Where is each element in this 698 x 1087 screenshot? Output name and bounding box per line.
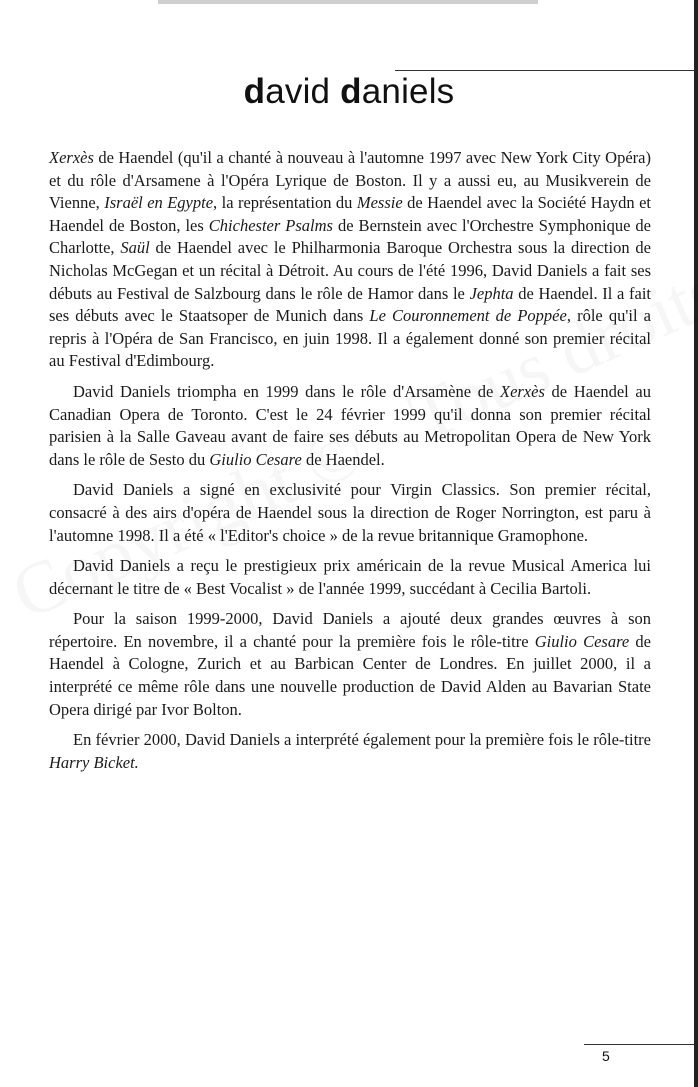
- scan-top-strip: [158, 0, 538, 4]
- paragraph-text: de Haendel.: [301, 449, 385, 469]
- italic-title-text: Saül: [120, 238, 150, 258]
- paragraph-text: David Daniels a reçu le prestigieux prix américain de la revue Musical America lui décernant le titre de « Best Vocalist » de l'année 1999, succédant à Cecilia Bartoli.: [49, 556, 651, 598]
- paragraph-text: de Bernstein avec l'Orchestre Symphonique de Charlotte,: [49, 215, 651, 258]
- italic-title-text: Giulio Cesare: [534, 631, 630, 651]
- biography-text: [49, 147, 651, 782]
- italic-title-text: Messie: [356, 193, 403, 213]
- italic-title-text: Jephta: [469, 283, 514, 303]
- paragraph-text: de Haendel au Canadian Opera de Toronto. C'est le 24 février 1999 qu'il donna son premier récital parisien à la Salle Gaveau avant de faire ses débuts au Metropolitan Opera de New York dans le rôle de Sesto du: [49, 381, 651, 469]
- paragraph-text: de Haendel. Il a fait ses débuts avec le Staatsoper de Munich dans: [49, 283, 651, 326]
- footer-rule: [584, 1044, 694, 1045]
- paragraph-text: de Haendel avec le Philharmonia Baroque Orchestra sous la direction de Nicholas McGegan et un récital à Détroit. Au cours de l'été 1996, David Daniels a fait ses débuts au Festival de Salzbourg dans le rôle de Hamor dans le: [49, 238, 652, 303]
- scan-right-edge: [694, 0, 698, 1087]
- italic-title-text: Harry Bicket.: [49, 752, 139, 772]
- paragraph-text: de Haendel avec la Société Haydn et Haendel de Boston, les: [49, 193, 652, 235]
- paragraph-text: En février 2000, David Daniels a interprété également pour la première fois le rôle-titre: [73, 730, 651, 750]
- title-rest-2: aniels: [361, 72, 455, 111]
- paragraph-text: David Daniels a signé en exclusivité pour Virgin Classics. Son premier récital, consacré à des airs d'opéra de Haendel sous la direction de Roger Norrington, est paru à l'automne 1998. Il a été « l'Editor's choice » de la revue britannique Gramophone.: [49, 480, 651, 545]
- body-paragraph: [49, 147, 651, 373]
- body-paragraph: [49, 729, 651, 774]
- title-initial-1: d: [243, 72, 266, 111]
- paragraph-text: David Daniels triompha en 1999 dans le rôle d'Arsamène de: [73, 381, 500, 401]
- body-paragraph: [49, 479, 651, 547]
- italic-title-text: Xerxès: [499, 381, 545, 401]
- page-title: [0, 72, 698, 112]
- italic-title-text: Xerxès: [49, 148, 94, 167]
- italic-title-text: Giulio Cesare: [209, 449, 302, 469]
- paragraph-text: de Haendel (qu'il a chanté à nouveau à l'automne 1997 avec New York City Opéra) et du rôle d'Arsamene à l'Opéra Lyrique de Boston. Il y a aussi eu, au Musikverein de Vienne,: [49, 148, 651, 213]
- title-initial-2: d: [340, 72, 362, 111]
- paragraph-text: Pour la saison 1999-2000, David Daniels a ajouté deux grandes œuvres à son répertoire. En novembre, il a chanté pour la première fois le rôle-titre: [49, 609, 651, 651]
- body-paragraph: [49, 381, 651, 471]
- paragraph-text: de Haendel à Cologne, Zurich et au Barbican Center de Londres. En juillet 2000, il a interprété ce même rôle dans une nouvelle production de David Alden au Bavarian State Opera dirigé par Ivor Bolton.: [49, 631, 651, 719]
- title-rest-1: avid: [265, 72, 341, 111]
- page-number: 5: [602, 1048, 610, 1064]
- italic-title-text: Chichester Psalms: [208, 215, 333, 235]
- header-rule: [395, 70, 695, 71]
- italic-title-text: Le Couronnement de Poppée: [369, 306, 567, 326]
- paragraph-text: , rôle qu'il a repris à l'Opéra de San Francisco, en juin 1998. Il a également donné son premier récital au Festival d'Edimbourg.: [49, 306, 651, 371]
- italic-title-text: Israël en Egypte: [104, 193, 214, 213]
- paragraph-text: , la représentation du: [213, 193, 357, 213]
- body-paragraph: [49, 555, 651, 600]
- body-paragraph: [49, 608, 651, 721]
